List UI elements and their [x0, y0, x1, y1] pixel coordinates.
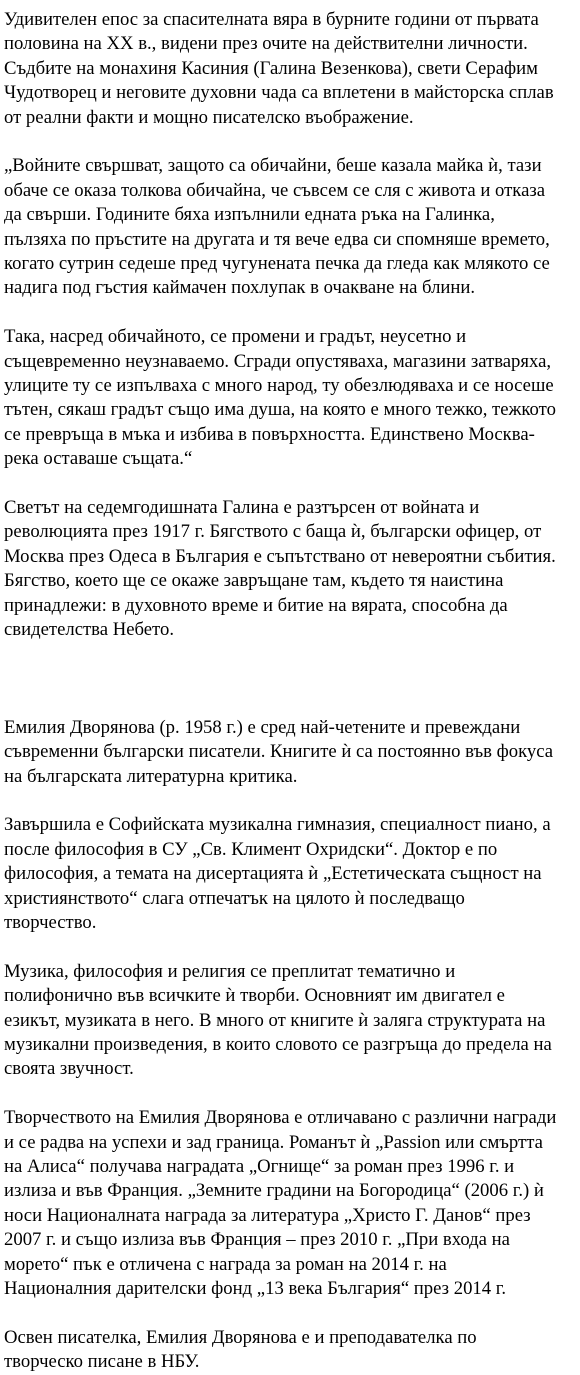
annotation-paragraph-1: Удивителен епос за спасителната вяра в бурните години от първата половина на XX в., видени през очите на действителни личности. Съдбите на монахиня Касиния (Галина Везенкова), свети Серафим Чудотворец и неговите духовни чада са вплетени в майсторска сплав от реални факти и мощно писателско въображение. — [4, 9, 554, 128]
author-bio-paragraph-5: Освен писателка, Емилия Дворянова е и преподавателка по творческо писане в НБУ. — [4, 1326, 477, 1373]
book-annotation-section — [4, 8, 576, 643]
author-bio-paragraph-1: Емилия Дворянова (р. 1958 г.) е сред най-четените и превеждани съвременни български писатели. Книгите ѝ са постоянно във фокуса на българската литературна критика. — [4, 716, 554, 787]
author-bio-paragraph-4: Творчеството на Емилия Дворянова е отличавано с различни награди и се радва на успехи и зад граница. Романът ѝ „Passion или смъртта на Алиса“ получава наградата „Огнище“ за роман през 1996 г. и излиза и във Франция. „Земните градини на Богородица“ (2006 г.) ѝ носи Националната награда за литература „Христо Г. Данов“ през 2007 г. и също излиза във Франция – през 2010 г. „При входа на морето“ пък е отличена с награда за роман на 2014 г. на Националния дарителски фонд „13 века България“ през 2014 г. — [4, 1107, 557, 1299]
author-bio-paragraph-3: Музика, философия и религия се преплитат тематично и полифонично във всичките ѝ творби. Основният им двигател е езикът, музиката в него. В много от книгите ѝ заляга структурата на музикални произведения, в които словото се разгръща до предела на своята звучност. — [4, 960, 552, 1080]
section-spacer — [4, 667, 576, 716]
annotation-quote-paragraph-2: Така, насред обичайното, се промени и градът, неусетно и същевременно неузнаваемо. Сгради опустяваха, магазини затваряха, улиците ту се изпълваха с много народ, ту обезлюдяваха и се носеше тътен, сякаш градът също има душа, на която е много тежко, тежкото се превръща в мъка и избива в повърхността. Единствено Москва- река оставаше същата.“ — [4, 326, 556, 470]
author-bio-paragraph-2: Завършила е Софийската музикална гимназия, специалност пиано, а после философия в СУ „Св. Климент Охридски“. Доктор е по философия, а темата на дисертацията ѝ „Естетическата същност на християнството“ слага отпечатък на цялото ѝ последващо творчество. — [4, 814, 551, 933]
author-bio-section — [4, 716, 576, 1375]
annotation-quote-paragraph-1: „Войните свършват, защото са обичайни, беше казала майка ѝ, тази обаче се оказа толкова обичайна, че съвсем се сля с живота и отказа да свърши. Годините бяха изпълнили едната ръка на Галинка, пълзяха по пръстите на другата и тя вече едва си спомняше времето, когато сутрин седеше пред чугунената печка да гледа как млякото се надига под гъстия каймачен похлупак в очакване на блини. — [4, 155, 550, 299]
annotation-paragraph-2: Светът на седемгодишната Галина е разтърсен от войната и революцията през 1917 г. Бягството с баща ѝ, български офицер, от Москва през Одеса в България е съпътствано от невероятни събития. Бягство, което ще се окаже завръщане там, където тя наистина принадлежи: в духовното време и битие на вярата, способна да свидетелства Небето. — [4, 497, 556, 641]
